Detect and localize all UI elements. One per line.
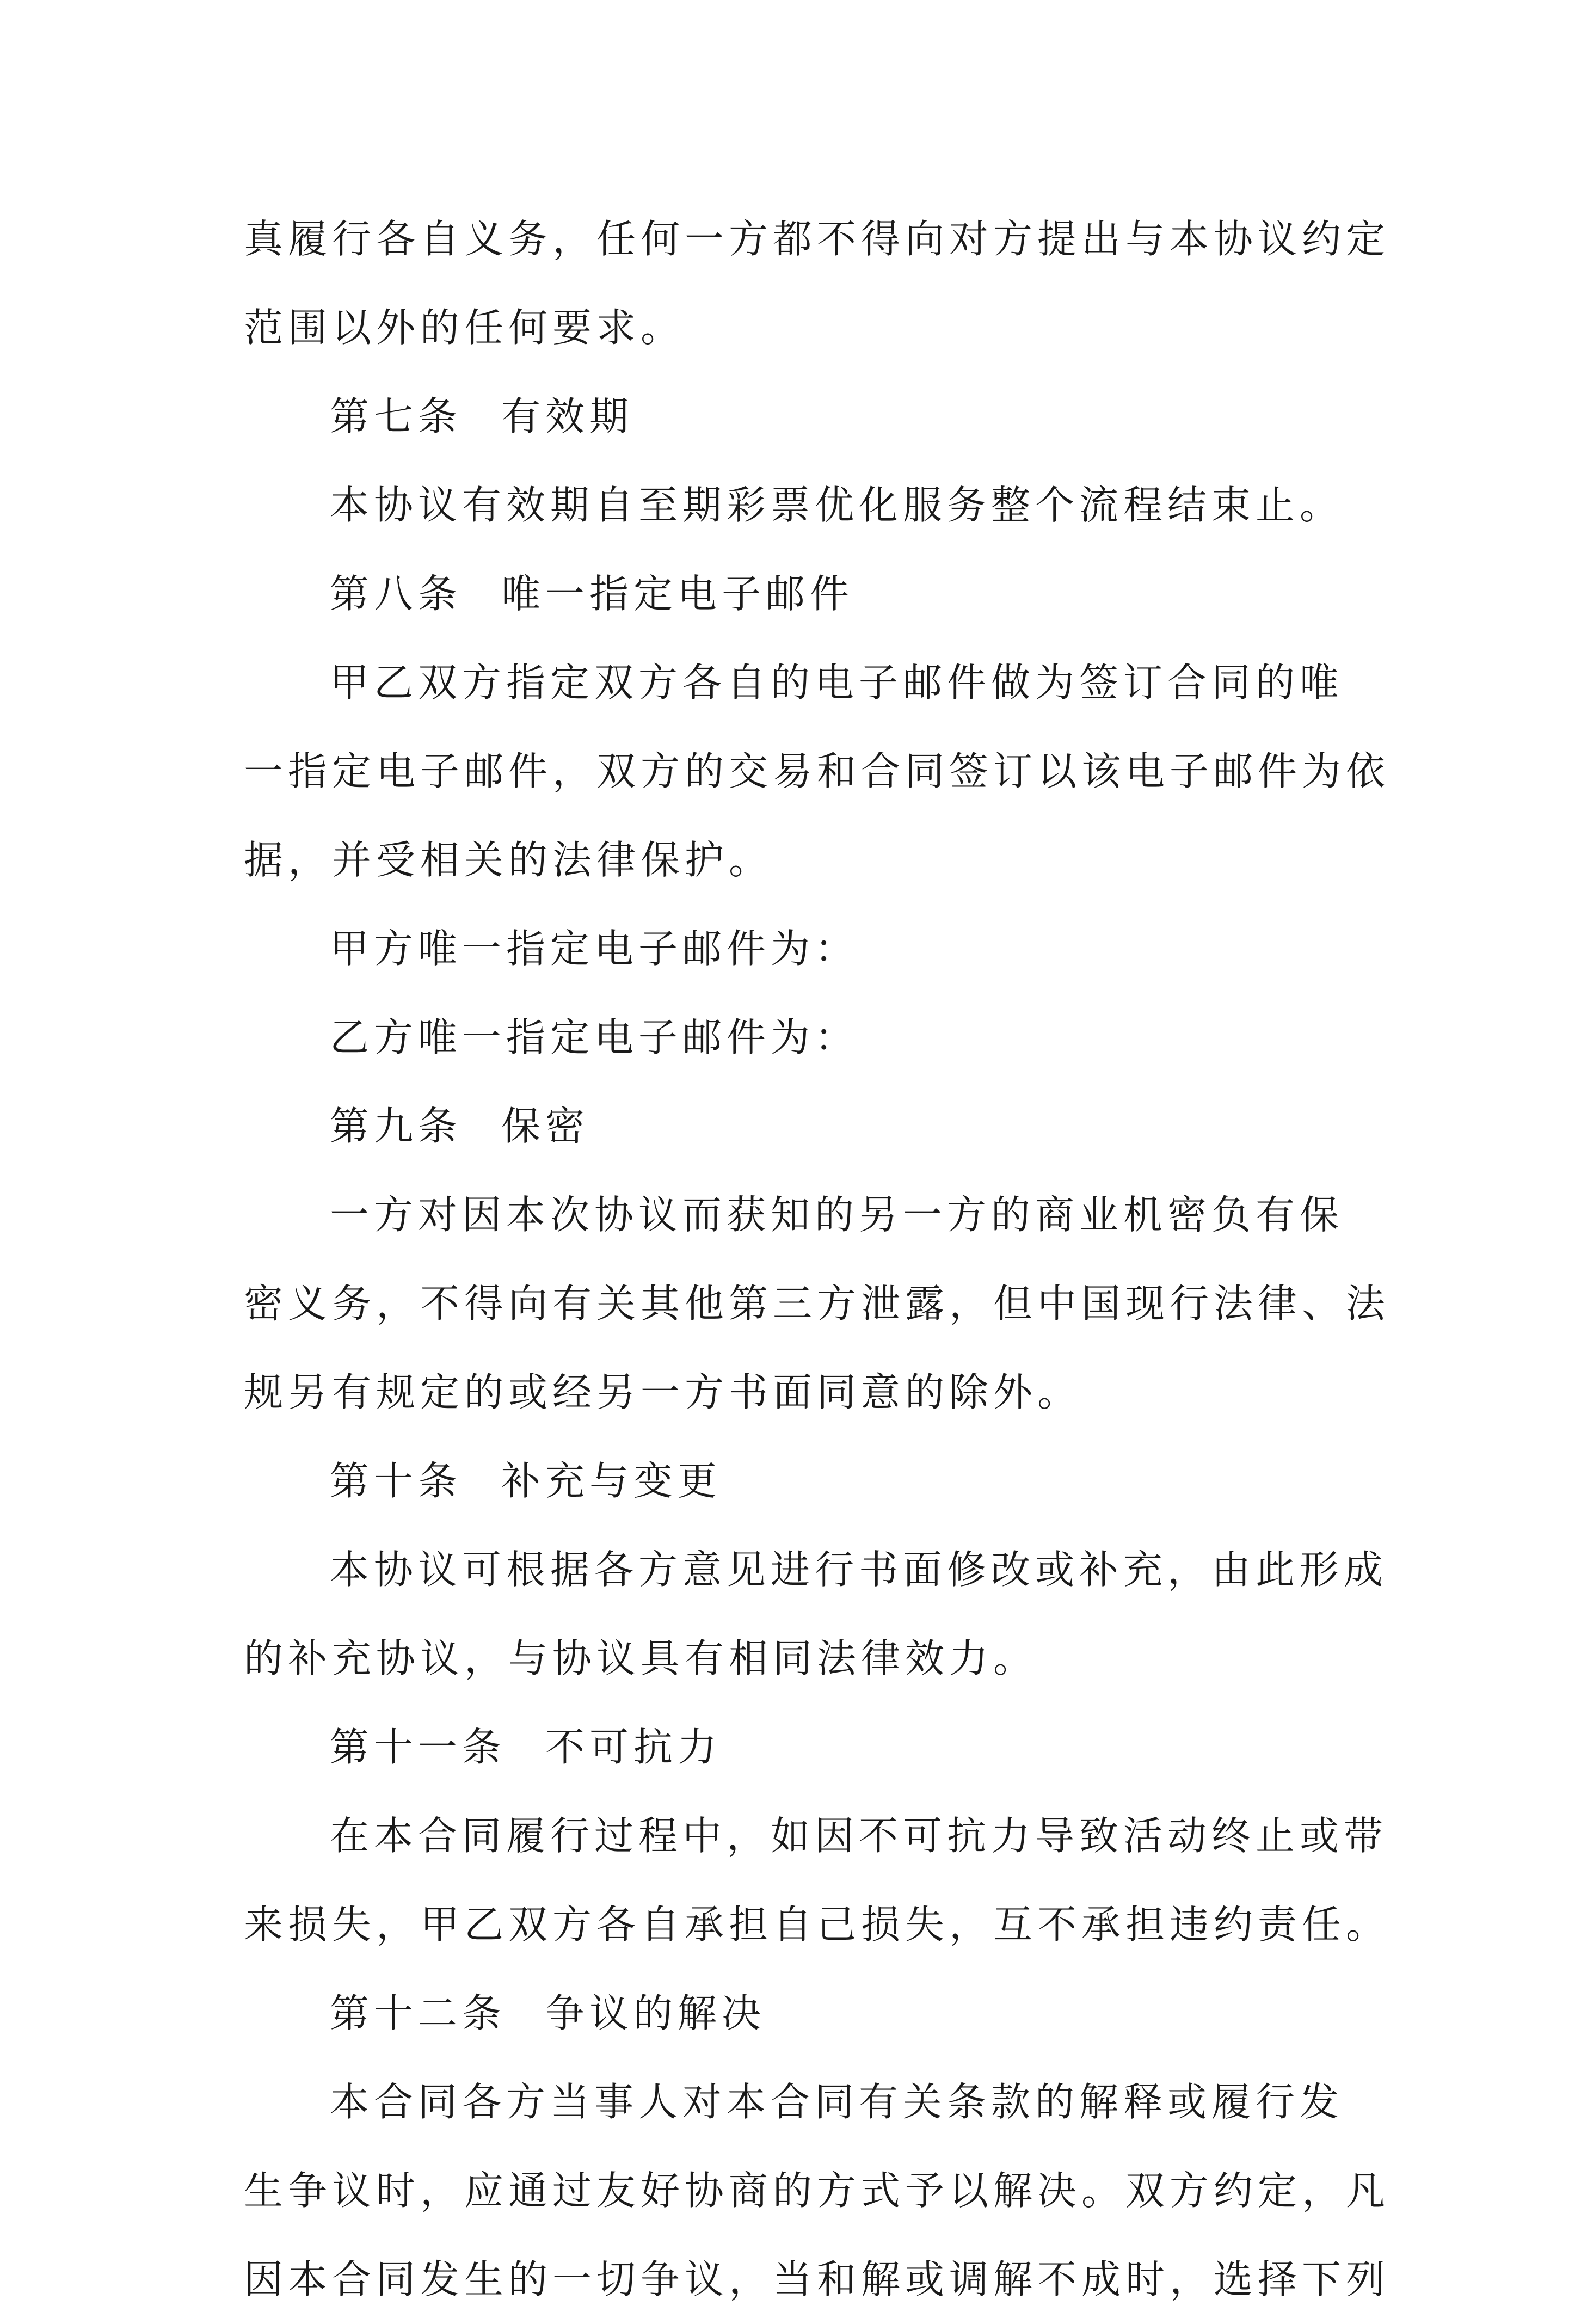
article-heading-7	[244, 372, 1341, 461]
article-heading-9	[244, 1082, 1341, 1171]
body-line: 规另有规定的或经另一方书面同意的除外。	[244, 1369, 1082, 1415]
party-b-email-line: 乙方唯一指定电子邮件为：	[330, 1015, 859, 1060]
body-line: 范围以外的任何要求。	[244, 305, 685, 351]
body-line: 生争议时，应通过友好协商的方式予以解决。双方约定，凡	[244, 2168, 1391, 2214]
article-title: 争议的解决	[545, 1990, 766, 2036]
article-number: 第八条	[330, 571, 463, 617]
body-line: 真履行各自义务，任何一方都不得向对方提出与本协议约定	[244, 216, 1391, 262]
document-body	[244, 195, 1391, 2324]
party-a-email-line: 甲方唯一指定电子邮件为：	[330, 926, 859, 972]
body-line: 一方对因本次协议而获知的另一方的商业机密负有保	[330, 1192, 1344, 1238]
body-line: 甲乙双方指定双方各自的电子邮件做为签订合同的唯	[330, 660, 1344, 705]
body-line: 本协议有效期自至期彩票优化服务整个流程结束止。	[330, 482, 1344, 528]
article-heading-12	[244, 1969, 1341, 2058]
article-heading-10	[244, 1437, 1341, 1526]
article-number: 第九条	[330, 1103, 463, 1149]
article-title: 保密	[501, 1103, 590, 1149]
article-number: 第十条	[330, 1458, 463, 1504]
body-line: 据，并受相关的法律保护。	[244, 837, 773, 883]
article-number: 第七条	[330, 394, 463, 439]
body-line: 在本合同履行过程中，如因不可抗力导致活动终止或带	[330, 1813, 1388, 1859]
article-number: 第十二条	[330, 1990, 507, 2036]
article-title: 补充与变更	[501, 1458, 722, 1504]
article-title: 唯一指定电子邮件	[501, 571, 854, 617]
article-title: 有效期	[501, 394, 634, 439]
body-line: 因本合同发生的一切争议，当和解或调解不成时，选择下列	[244, 2257, 1391, 2302]
body-line: 的补充协议，与协议具有相同法律效力。	[244, 1636, 1038, 1681]
body-line: 本协议可根据各方意见进行书面修改或补充，由此形成	[330, 1547, 1388, 1593]
body-line: 来损失，甲乙双方各自承担自己损失，互不承担违约责任。	[244, 1902, 1391, 1947]
article-heading-11	[244, 1703, 1341, 1792]
body-line: 一指定电子邮件，双方的交易和合同签订以该电子邮件为依	[244, 748, 1391, 794]
body-line: 密义务，不得向有关其他第三方泄露，但中国现行法律、法	[244, 1281, 1391, 1326]
article-heading-8	[244, 550, 1341, 638]
body-line: 本合同各方当事人对本合同有关条款的解释或履行发	[330, 2079, 1344, 2125]
article-title: 不可抗力	[545, 1724, 722, 1770]
article-number: 第十一条	[330, 1724, 507, 1770]
